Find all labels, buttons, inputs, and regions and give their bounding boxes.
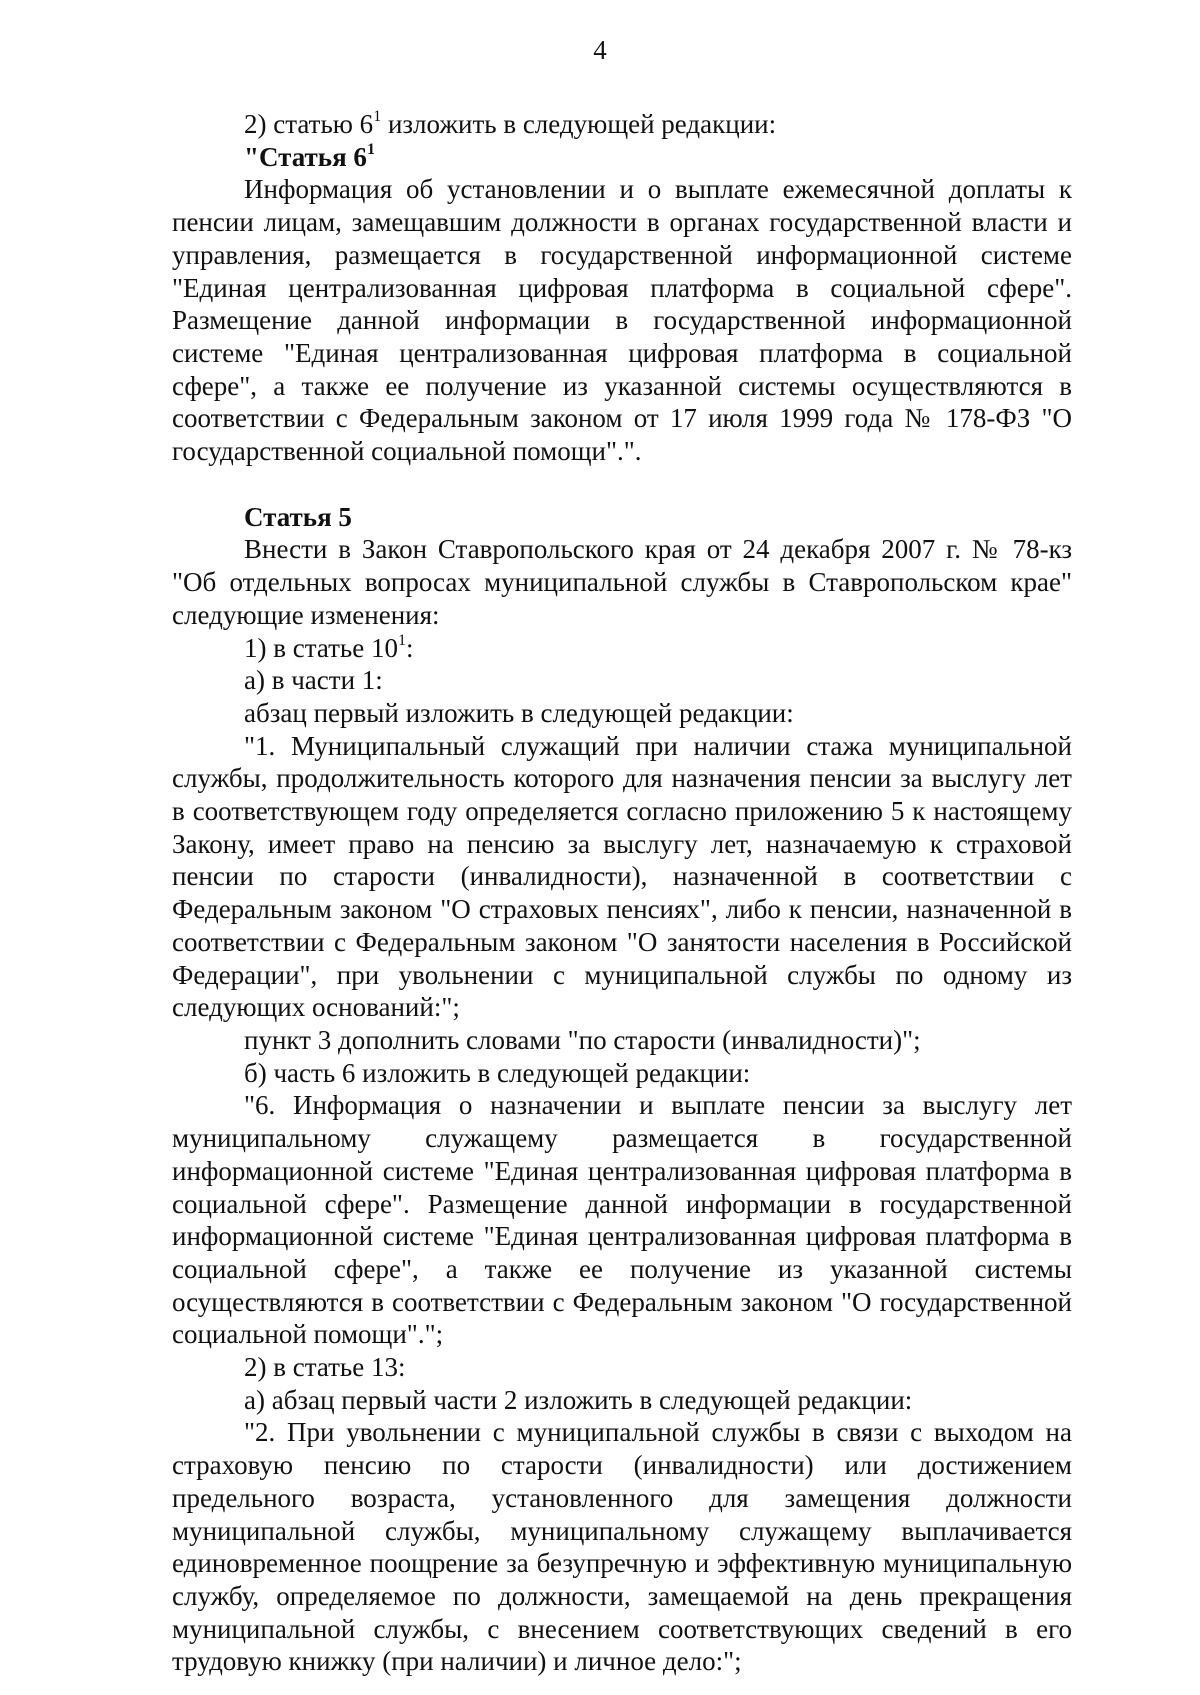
superscript: 1: [373, 108, 382, 125]
paragraph-instruction: абзац первый изложить в следующей редакции:: [244, 697, 794, 728]
subitem-a: а) в части 1:: [244, 665, 383, 696]
document-body: [172, 108, 1072, 1678]
item-1: [172, 632, 1072, 665]
item-2: 2) в статье 13:: [244, 1352, 406, 1383]
spacer: [172, 468, 1072, 501]
page-number: 4: [593, 35, 607, 65]
amendment-item-2-tail: изложить в следующей редакции:: [381, 109, 777, 139]
amendment-item-2-text: 2) статью 6: [244, 109, 374, 139]
subitem-b: б) часть 6 изложить в следующей редакции:: [244, 1057, 751, 1088]
article-5-heading: Статья 5: [244, 501, 352, 532]
quoted-part-6: "6. Информация о назначении и выплате пенсии за выслугу лет муниципальному служащему размещается в государственной информационной системе "Единая централизованная цифровая платформа в социальной сфере". Размещение данной информации в государственной информационной системе "Единая централизованная цифровая платформа в социальной сфере", а также ее получение из указанной системы осуществляются в соответствии с Федеральным законом "О государственной социальной помощи".";: [172, 1090, 1072, 1350]
superscript: 1: [397, 631, 406, 649]
superscript: 1: [366, 140, 375, 158]
quoted-part-2: "2. При увольнении с муниципальной службы в связи с выходом на страховую пенсию по старости (инвалидности) или достижением предельного возраста, установленного для замещения должности муниципальной службы, муниципальному служащему выплачивается единовременное поощрение за безупречную и эффективную муниципальную службу, определяемое по должности, замещаемой на день прекращения муниципальной службы, с внесением соответствующих сведений в его трудовую книжку (при наличии) и личное дело:";: [172, 1417, 1072, 1677]
point-3-addition: пункт 3 дополнить словами "по старости (инвалидности)";: [244, 1024, 921, 1055]
article-6-1-body: Информация об установлении и о выплате ежемесячной доплаты к пенсии лицам, замещавшим должности в органах государственной власти и управления, размещается в государственной информационной системе "Единая централизованная цифровая платформа в социальной сфере". Размещение данной информации в государственной информационной системе "Единая централизованная цифровая платформа в социальной сфере", а также ее получение из указанной системы осуществляются в соответствии с Федеральным законом от 17 июля 1999 года № 178-ФЗ "О государственной социальной помощи".".: [172, 174, 1072, 467]
article-6-1-heading-text: "Статья 6: [244, 141, 367, 172]
subitem-a-article-13: а) абзац первый части 2 изложить в следующей редакции:: [244, 1384, 913, 1415]
article-5-intro: Внести в Закон Ставропольского края от 24 декабря 2007 г. № 78-кз "Об отдельных вопросах муниципальной службы в Ставропольском крае" следующие изменения:: [172, 534, 1072, 630]
item-1-tail: :: [405, 632, 414, 663]
item-1-text: 1) в статье 10: [244, 632, 398, 663]
article-6-1-heading: [172, 141, 1072, 174]
quoted-part-1: "1. Муниципальный служащий при наличии стажа муниципальной службы, продолжительность которого для назначения пенсии за выслугу лет в соответствующем году определяется согласно приложению 5 к настоящему Закону, имеет право на пенсию за выслугу лет, назначаемую к страховой пенсии по старости (инвалидности), назначенной в соответствии с Федеральным законом "О страховых пенсиях", либо к пенсии, назначенной в соответствии с Федеральным законом "О занятости населения в Российской Федерации", при увольнении с муниципальной службы по одному из следующих оснований:";: [172, 730, 1072, 1023]
amendment-item-2: [172, 108, 1072, 141]
